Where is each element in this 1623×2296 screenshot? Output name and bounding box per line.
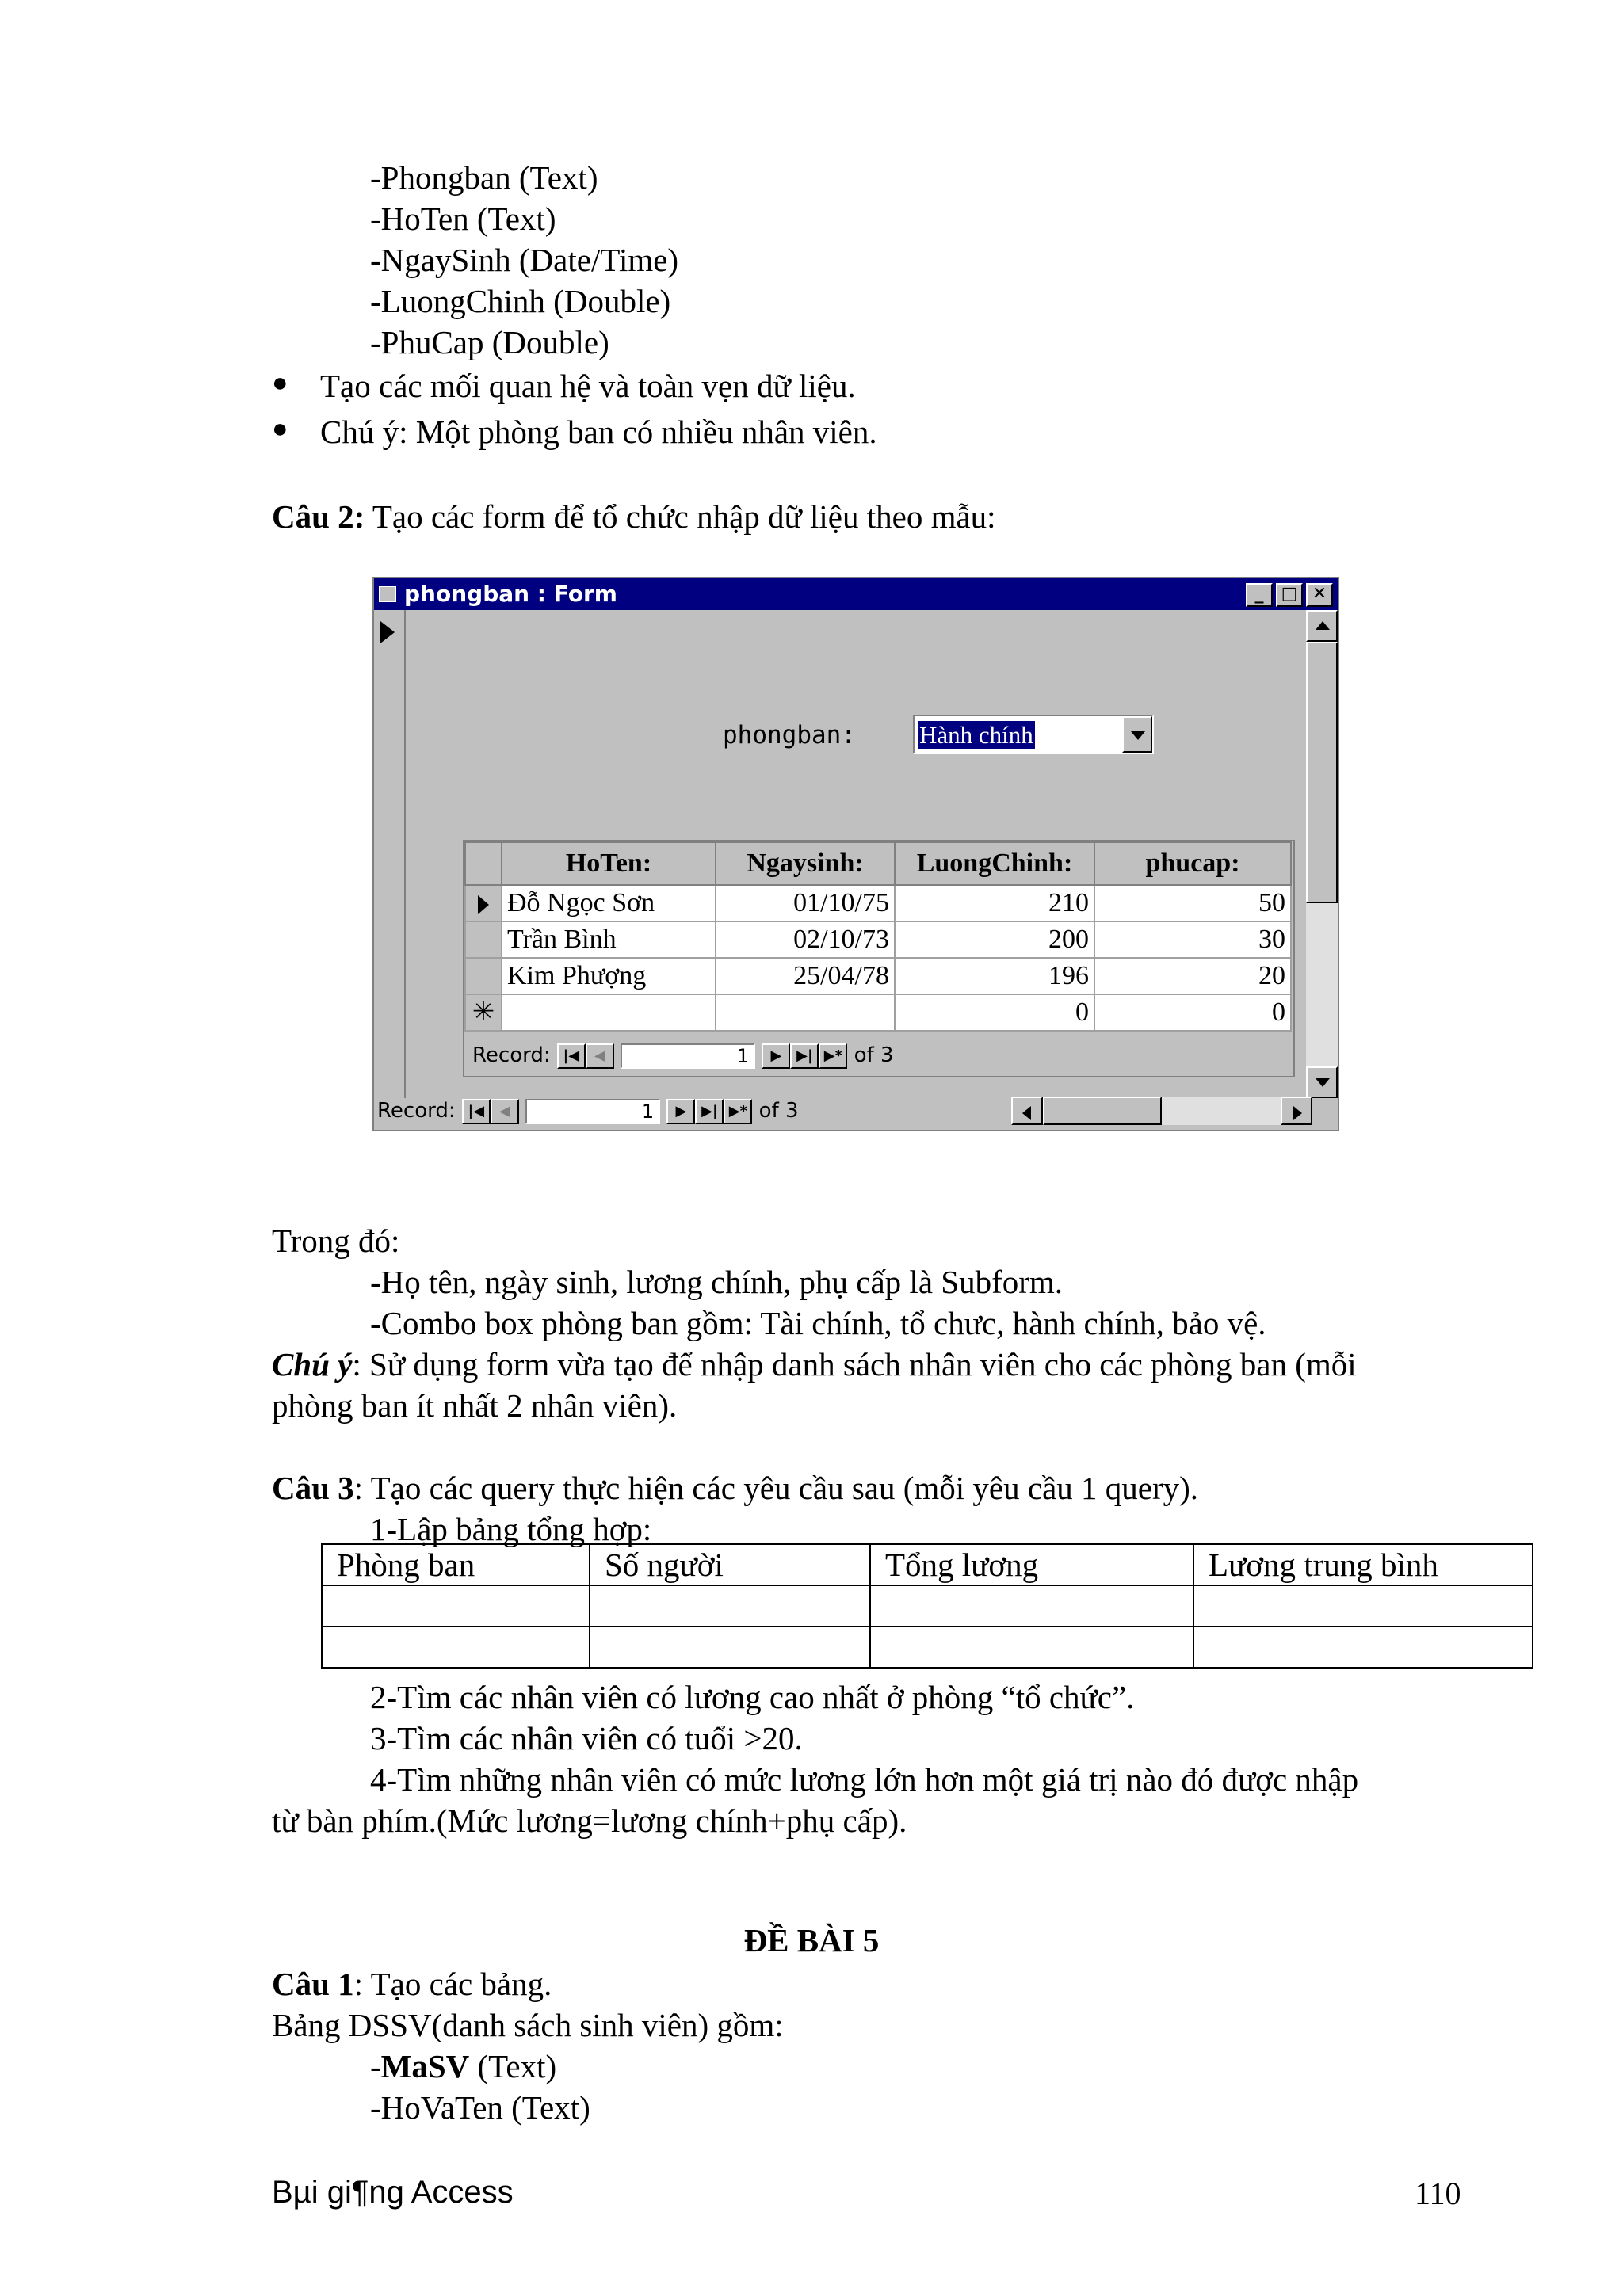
cell-phucap[interactable]: 30 (1094, 921, 1291, 958)
horizontal-scrollbar[interactable] (1011, 1097, 1312, 1125)
bullet-icon: ● (272, 368, 288, 398)
trong-do-line: -Họ tên, ngày sinh, lương chính, phụ cấp là Subform. (370, 1264, 1064, 1300)
new-record-button[interactable]: ▶* (819, 1043, 847, 1069)
cell-luongchinh[interactable]: 196 (895, 958, 1094, 994)
chu-y-line2: phòng ban ít nhất 2 nhân viên). (272, 1387, 678, 1424)
table-cell (322, 1627, 590, 1668)
next-record-button[interactable]: ▶ (666, 1099, 695, 1124)
table-row (322, 1585, 1533, 1627)
field-item: -HoVaTen (Text) (370, 2089, 590, 2126)
table-cell (870, 1627, 1193, 1668)
cau3-text: : Tạo các query thực hiện các yêu cầu sau (mỗi yêu cầu 1 query). (353, 1470, 1199, 1506)
row-selector[interactable] (465, 885, 502, 921)
scroll-thumb[interactable] (1306, 642, 1338, 903)
table-cell (322, 1585, 590, 1627)
scroll-left-button[interactable] (1011, 1097, 1043, 1125)
arrow-up-icon (1316, 621, 1330, 630)
horizontal-scroll-thumb[interactable] (1043, 1097, 1162, 1125)
combo-label: phongban: (723, 721, 856, 749)
cell-hoten[interactable]: Đỗ Ngọc Sơn (502, 885, 716, 921)
cau1-label: Câu 1 (272, 1966, 354, 2002)
next-record-button[interactable]: ▶ (762, 1043, 790, 1069)
arrow-left-icon (1022, 1106, 1031, 1120)
bang-line: Bảng DSSV(danh sách sinh viên) gồm: (272, 2007, 784, 2043)
table-header-cell: Lương trung bình (1193, 1544, 1533, 1585)
footer-title: Bµi gi¶ng Access (272, 2175, 514, 2210)
chevron-down-icon (1131, 731, 1145, 740)
field-item: -NgaySinh (Date/Time) (370, 242, 679, 278)
cau3-line (272, 1467, 1198, 1508)
first-record-button[interactable]: |◀ (462, 1099, 491, 1124)
window-title: phongban : Form (404, 581, 617, 607)
subform-datasheet (464, 841, 1292, 1032)
cell-luongchinh[interactable]: 210 (895, 885, 1094, 921)
new-row[interactable] (465, 994, 1291, 1031)
record-selector[interactable] (374, 610, 406, 1098)
trong-do-heading: Trong đó: (272, 1222, 400, 1259)
new-record-button[interactable]: ▶* (724, 1099, 752, 1124)
scroll-up-button[interactable] (1306, 610, 1338, 642)
chu-y-label: Chú ý (272, 1346, 353, 1383)
record-count: of 3 (854, 1043, 894, 1067)
cau2-label: Câu 2: (272, 498, 365, 535)
cell-phucap[interactable]: 20 (1094, 958, 1291, 994)
trong-do-line: -Combo box phòng ban gồm: Tài chính, tổ chưc, hành chính, bảo vệ. (370, 1305, 1266, 1341)
record-number-input[interactable]: 1 (525, 1099, 660, 1124)
table-header-cell: Số người (590, 1544, 870, 1585)
main-record-navigator (377, 1095, 1336, 1127)
cau3-item: 2-Tìm các nhân viên có lương cao nhất ở phòng “tổ chức”. (370, 1679, 1135, 1715)
field-item: -LuongChinh (Double) (370, 283, 671, 319)
column-header[interactable]: LuongChinh: (895, 842, 1094, 885)
scroll-right-button[interactable] (1281, 1097, 1312, 1125)
cell-luongchinh[interactable]: 0 (895, 994, 1094, 1031)
cell-hoten[interactable]: Kim Phượng (502, 958, 716, 994)
section-title: ĐỀ BÀI 5 (743, 1922, 880, 1958)
form-icon (379, 586, 396, 602)
field-item: -Phongban (Text) (370, 159, 598, 196)
scroll-down-button[interactable] (1306, 1066, 1338, 1098)
field-item (370, 2046, 556, 2087)
field-type: (Text) (469, 2048, 557, 2084)
cell-luongchinh[interactable]: 200 (895, 921, 1094, 958)
previous-record-button[interactable]: ◀ (586, 1043, 614, 1069)
cau3-item: 1-Lập bảng tổng hợp: (370, 1511, 652, 1547)
minimize-button[interactable]: _ (1246, 583, 1273, 607)
cell-hoten[interactable]: Trần Bình (502, 921, 716, 958)
arrow-right-icon (1293, 1106, 1302, 1120)
table-cell (870, 1585, 1193, 1627)
row-selector[interactable] (465, 994, 502, 1031)
cau1-text: : Tạo các bảng. (353, 1966, 552, 2002)
page-number: 110 (1415, 2176, 1461, 2211)
cell-ngaysinh[interactable]: 02/10/73 (716, 921, 895, 958)
form-window[interactable] (372, 577, 1339, 1131)
column-header[interactable]: Ngaysinh: (716, 842, 895, 885)
table-cell (1193, 1627, 1533, 1668)
cau3-item: từ bàn phím.(Mức lương=lương chính+phụ cấp). (272, 1802, 907, 1839)
record-label: Record: (472, 1043, 551, 1067)
last-record-button[interactable]: ▶| (695, 1099, 724, 1124)
table-row[interactable] (465, 958, 1291, 994)
arrow-down-icon (1316, 1078, 1330, 1087)
table-row (322, 1627, 1533, 1668)
vertical-scrollbar[interactable] (1306, 610, 1338, 1098)
cau3-item: 4-Tìm những nhân viên có mức lương lớn hơn một giá trị nào đó được nhập (370, 1761, 1359, 1798)
cell-phucap[interactable]: 0 (1094, 994, 1291, 1031)
cell-phucap[interactable]: 50 (1094, 885, 1291, 921)
bullet-text: Tạo các mối quan hệ và toàn vẹn dữ liệu. (320, 368, 856, 404)
maximize-button[interactable]: □ (1276, 583, 1303, 607)
current-record-arrow-icon (380, 621, 395, 643)
row-selector[interactable] (465, 921, 502, 958)
table-cell (590, 1585, 870, 1627)
table-header-cell: Tổng lương (870, 1544, 1193, 1585)
last-record-button[interactable]: ▶| (790, 1043, 819, 1069)
cau2-text: Tạo các form để tổ chức nhập dữ liệu theo mẫu: (365, 498, 996, 535)
previous-record-button[interactable]: ◀ (491, 1099, 519, 1124)
record-count: of 3 (758, 1099, 799, 1123)
cell-ngaysinh[interactable]: 01/10/75 (716, 885, 895, 921)
cau2-line (272, 496, 996, 537)
table-cell (590, 1627, 870, 1668)
bullet-icon: ● (272, 414, 288, 444)
first-record-button[interactable]: |◀ (557, 1043, 586, 1069)
new-record-star-icon: ✳ (472, 997, 495, 1027)
row-selector[interactable] (465, 958, 502, 994)
record-number-input[interactable]: 1 (621, 1043, 755, 1069)
cell-ngaysinh[interactable]: 25/04/78 (716, 958, 895, 994)
record-label: Record: (377, 1099, 456, 1123)
phongban-combo[interactable] (913, 715, 1154, 754)
combo-selected-value[interactable]: Hành chính (919, 721, 1033, 749)
cell-ngaysinh[interactable] (716, 994, 895, 1031)
bullet-text: Chú ý: Một phòng ban có nhiều nhân viên. (320, 414, 877, 450)
field-prefix: - (370, 2048, 381, 2084)
table-cell (1193, 1585, 1533, 1627)
cau3-label: Câu 3 (272, 1470, 354, 1506)
table-row[interactable] (465, 921, 1291, 958)
header-selector[interactable] (465, 842, 502, 885)
field-item: -HoTen (Text) (370, 200, 556, 237)
summary-table (321, 1543, 1533, 1669)
column-header[interactable]: phucap: (1094, 842, 1291, 885)
field-key: MaSV (380, 2048, 470, 2084)
cau1-line (272, 1963, 552, 2004)
current-row-arrow-icon (478, 895, 489, 914)
table-row (322, 1544, 1533, 1585)
cau3-item: 3-Tìm các nhân viên có tuổi >20. (370, 1720, 803, 1756)
cell-hoten[interactable] (502, 994, 716, 1031)
table-row[interactable] (465, 885, 1291, 921)
field-item: -PhuCap (Double) (370, 324, 609, 360)
combo-dropdown-button[interactable] (1122, 716, 1152, 753)
subform[interactable] (463, 840, 1295, 1077)
column-header[interactable]: HoTen: (502, 842, 716, 885)
close-button[interactable]: ✕ (1306, 583, 1333, 607)
title-bar[interactable] (374, 578, 1338, 610)
chu-y-text: : Sử dụng form vừa tạo để nhập danh sách nhân viên cho các phòng ban (mỗi (352, 1346, 1357, 1383)
subform-record-navigator (472, 1039, 894, 1071)
table-header-cell: Phòng ban (322, 1544, 590, 1585)
chu-y-line (272, 1344, 1357, 1385)
